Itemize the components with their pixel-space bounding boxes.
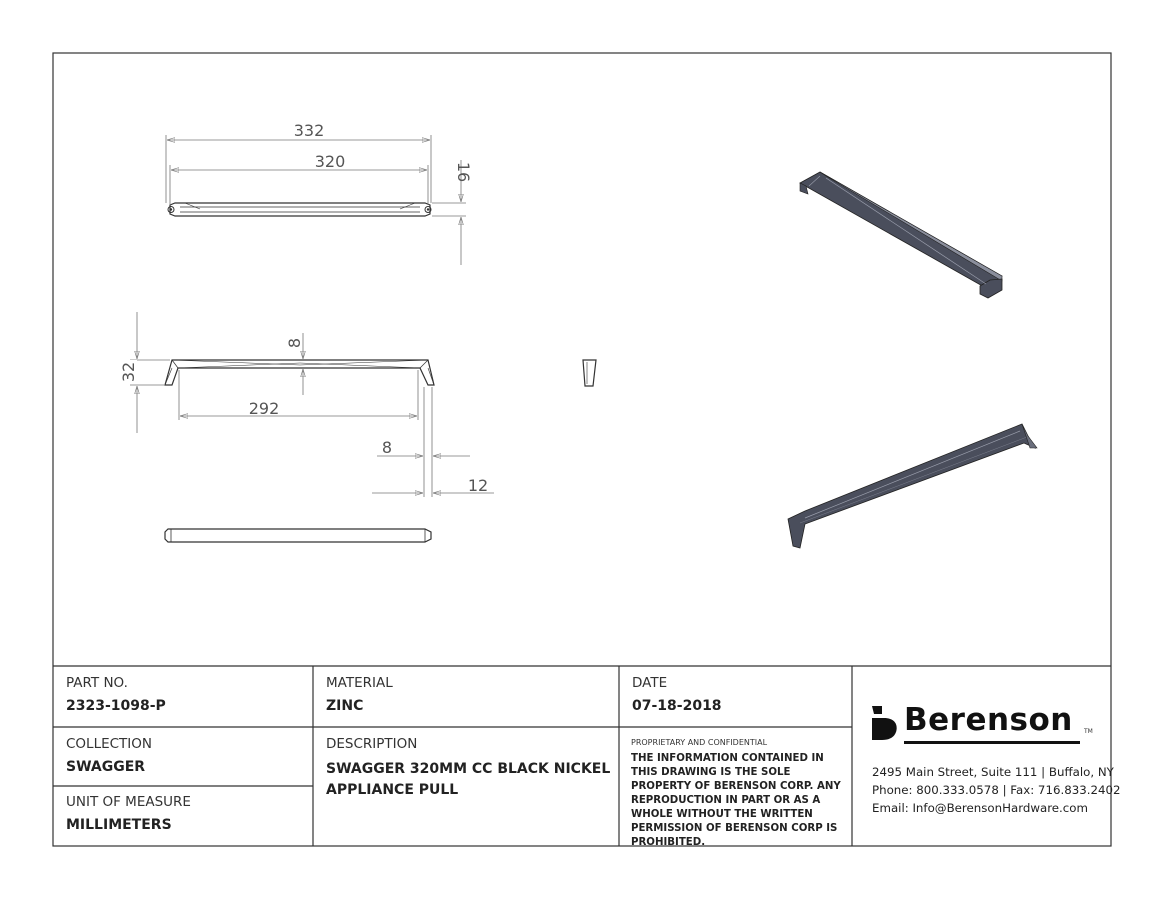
collection-cell <box>53 727 313 786</box>
trademark-symbol: TM <box>1084 728 1093 735</box>
date-cell <box>619 666 852 727</box>
dim-32: 32 <box>119 361 138 383</box>
proprietary-title: PROPRIETARY AND CONFIDENTIAL <box>631 738 768 747</box>
dim-320: 320 <box>314 152 346 171</box>
company-address: 2495 Main Street, Suite 111 | Buffalo, NY <box>872 765 1114 779</box>
date-value: 07-18-2018 <box>632 698 722 714</box>
material-cell <box>313 666 619 727</box>
company-email: Email: Info@BerensonHardware.com <box>872 801 1088 815</box>
description-cell <box>313 727 619 846</box>
description-value: SWAGGER 320MM CC BLACK NICKEL APPLIANCE PULL <box>326 761 611 798</box>
dimension-post-width <box>377 438 470 457</box>
berenson-b-mark-icon <box>870 704 900 742</box>
company-phone-fax: Phone: 800.333.0578 | Fax: 716.833.2402 <box>872 783 1121 797</box>
dim-292: 292 <box>248 399 280 418</box>
dimension-projection <box>119 312 170 433</box>
dimension-overall-length <box>166 120 431 203</box>
unit-of-measure-cell <box>53 786 313 846</box>
dim-8-horizontal: 8 <box>381 438 393 457</box>
isometric-view-top <box>800 172 1002 298</box>
part-number-label: PART NO. <box>66 675 128 691</box>
bottom-view <box>165 529 431 542</box>
material-value: ZINC <box>326 698 364 714</box>
description-label: DESCRIPTION <box>326 736 418 752</box>
dimension-top-bar-thickness <box>285 333 304 395</box>
unit-of-measure-value: MILLIMETERS <box>66 817 172 833</box>
collection-label: COLLECTION <box>66 736 153 752</box>
unit-of-measure-label: UNIT OF MEASURE <box>66 794 191 810</box>
part-number-value: 2323-1098-P <box>66 698 166 714</box>
side-view <box>583 360 596 386</box>
top-view <box>168 203 431 216</box>
dim-8-vertical: 8 <box>285 337 304 349</box>
proprietary-notice: THE INFORMATION CONTAINED IN THIS DRAWING IS THE SOLE PROPERTY OF BERENSON CORP. ANY REPRODUCTION IN PART OR AS A WHOLE WITHOUT THE WRITTEN PERMISSION OF BERENSON CORP IS PROHIBITED. <box>631 753 841 848</box>
logo-underline <box>904 741 1080 744</box>
company-logo-text: Berenson <box>904 702 1073 738</box>
part-number-cell <box>53 666 313 727</box>
date-label: DATE <box>632 675 668 691</box>
dimension-post-depth <box>372 476 494 495</box>
dim-12: 12 <box>467 476 489 495</box>
dimension-top-thickness <box>432 160 473 265</box>
front-view <box>165 360 434 385</box>
material-label: MATERIAL <box>326 675 393 691</box>
isometric-view-bottom <box>788 424 1037 548</box>
company-cell <box>852 666 1121 846</box>
dim-332: 332 <box>293 121 325 140</box>
proprietary-cell <box>619 727 852 846</box>
dimension-inner-span <box>179 370 418 420</box>
dimension-center-to-center <box>170 151 428 205</box>
dim-16: 16 <box>454 161 473 183</box>
collection-value: SWAGGER <box>66 759 146 775</box>
